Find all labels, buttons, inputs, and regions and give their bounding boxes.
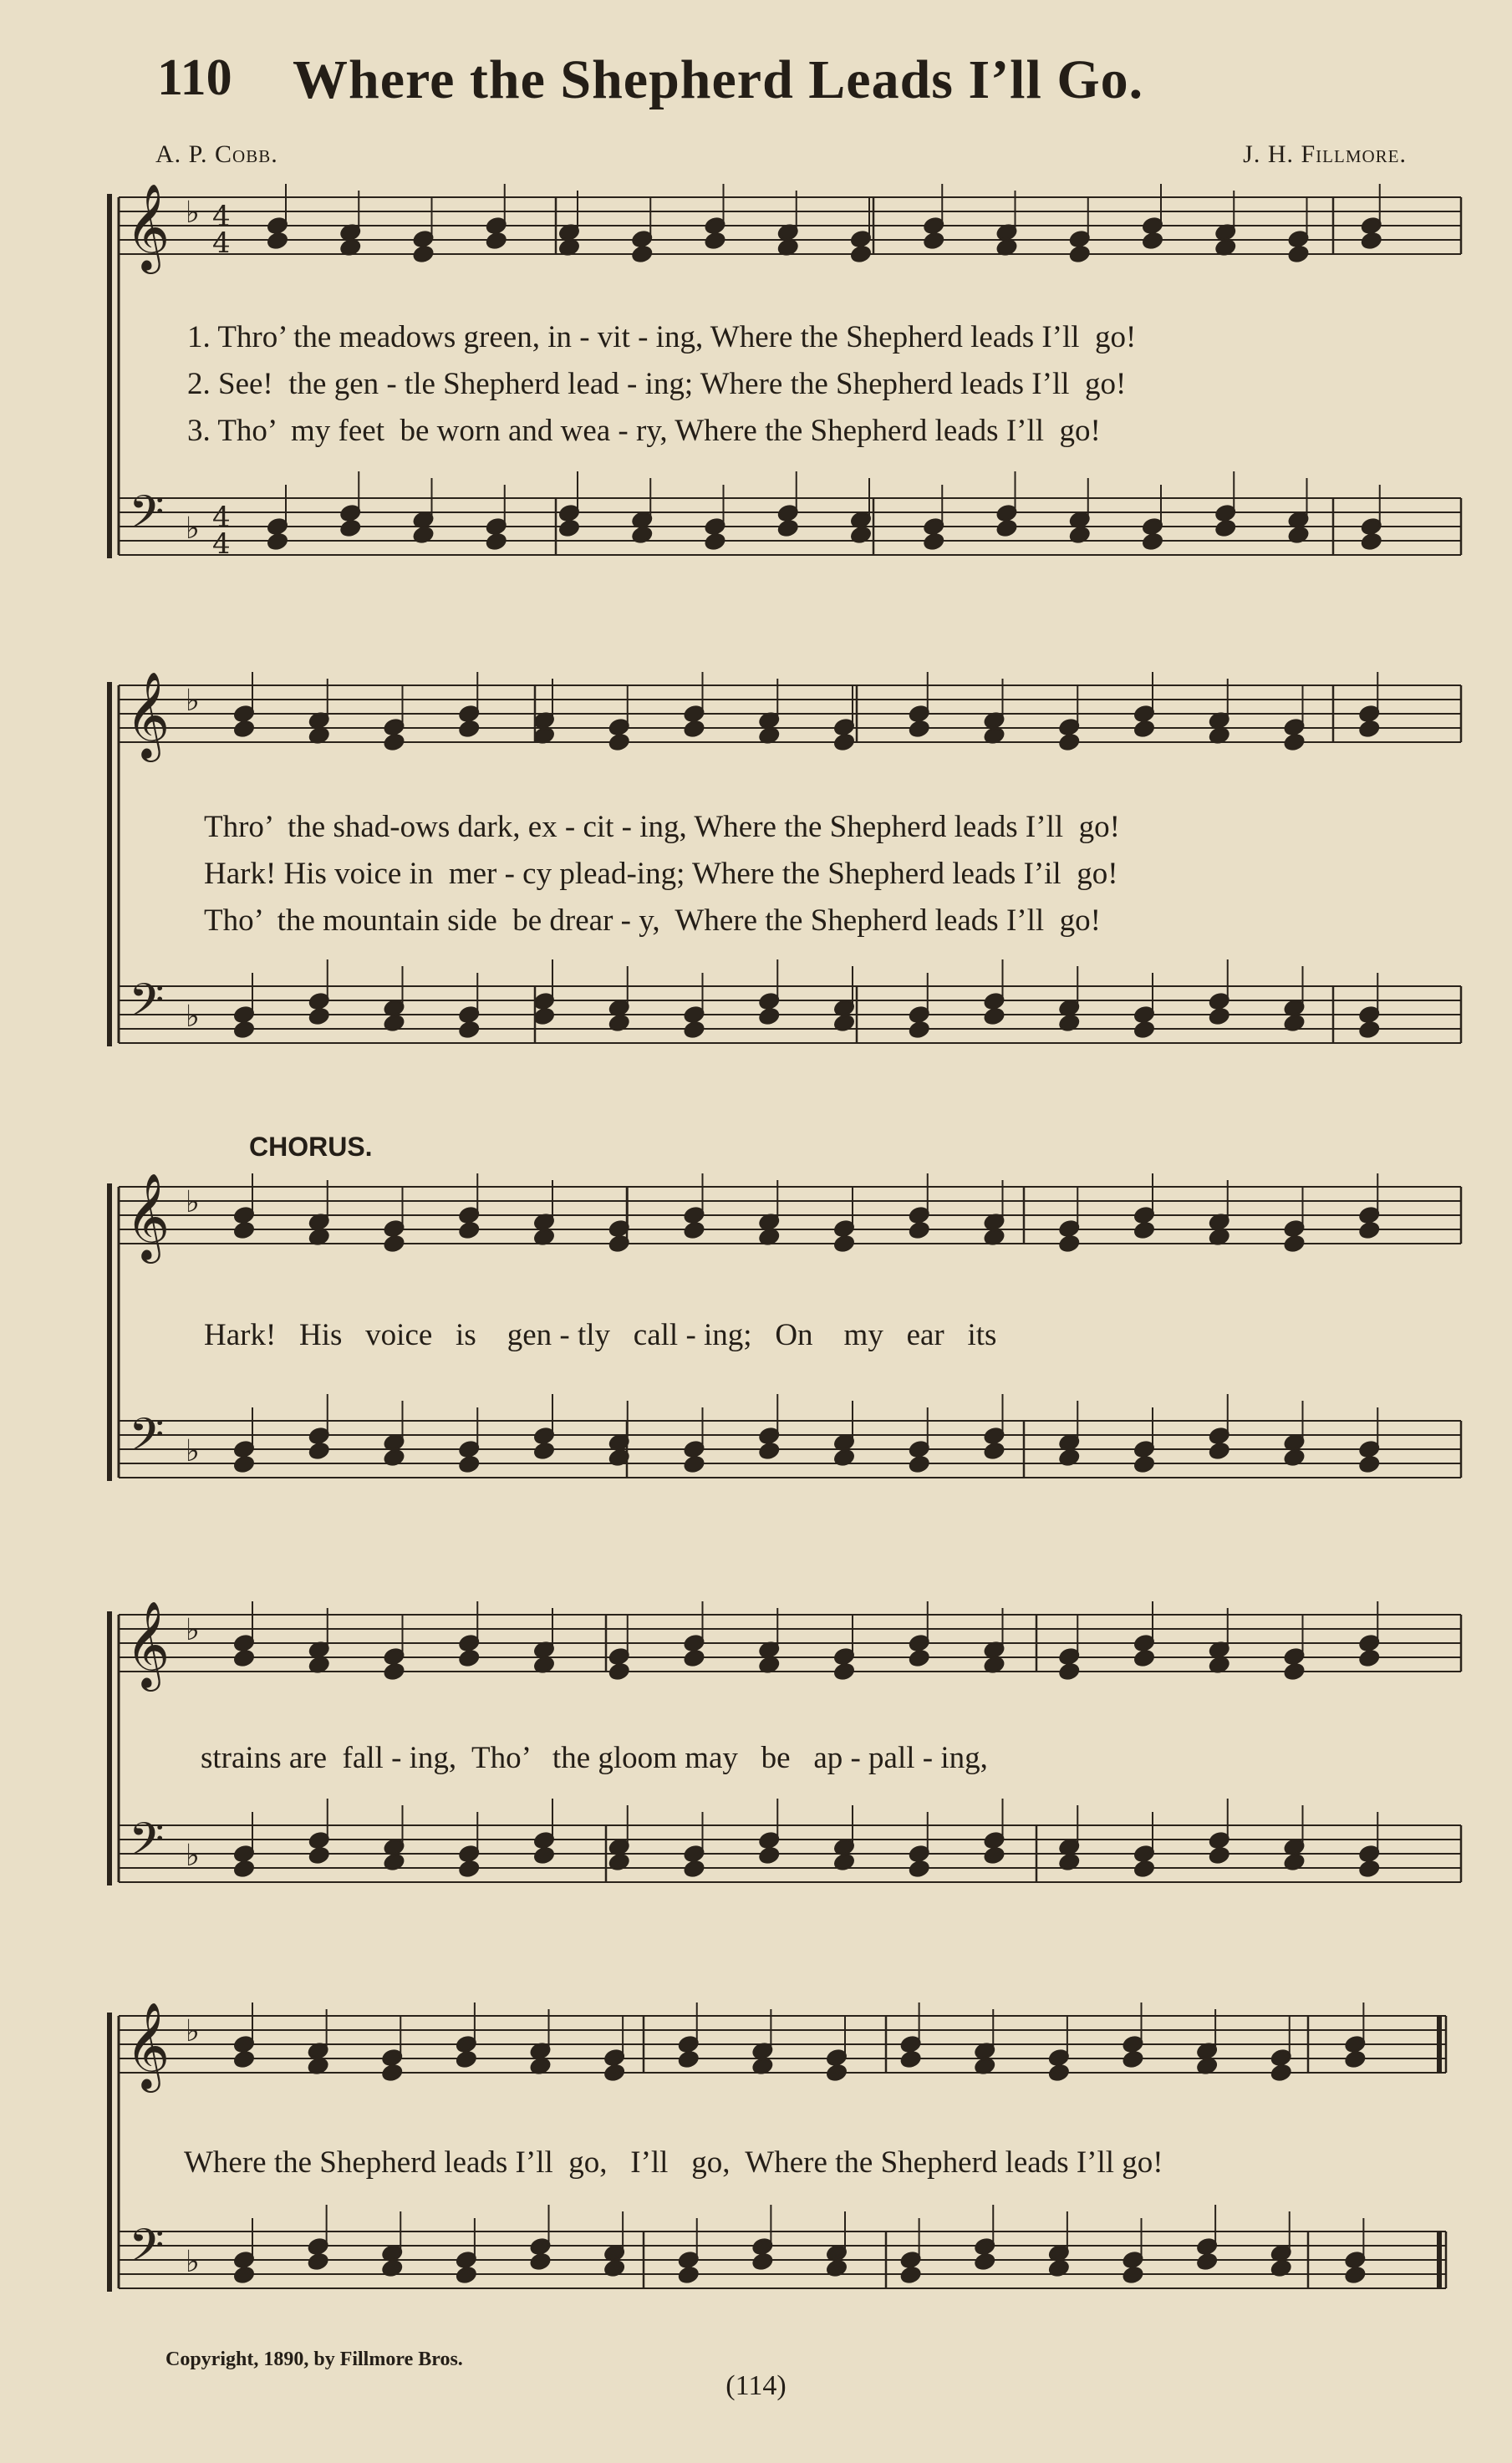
note-head [1122, 2050, 1143, 2069]
lyric-line: Tho’ the mountain side be drear - y, Where the Shepherd leads I’ll go! [204, 903, 1101, 938]
note-head [1358, 720, 1380, 739]
clef: 𝄞 [125, 1173, 171, 1260]
note-head [1142, 532, 1163, 552]
note-head [1209, 1846, 1230, 1865]
note-head [267, 532, 288, 552]
note-head [456, 2266, 477, 2285]
note-head [1122, 2266, 1143, 2285]
clef: 4 [212, 200, 231, 233]
note-head [983, 1846, 1005, 1865]
note-head [1196, 2252, 1218, 2272]
note-head [909, 720, 930, 739]
note-head [983, 1007, 1005, 1026]
note-head [458, 1455, 480, 1474]
note-head [909, 1649, 930, 1668]
note-head [1358, 1455, 1380, 1474]
note-head [308, 1846, 330, 1865]
system-brace [107, 2013, 112, 2292]
clef: 𝄢 [129, 1813, 165, 1877]
lyric-line: strains are fall - ing, Tho’ the gloom may be ap - pall - ing, [201, 1741, 988, 1775]
note-head [1133, 1860, 1155, 1879]
note-head [1344, 2266, 1366, 2285]
note-head [1358, 1221, 1380, 1240]
note-head [381, 2064, 403, 2083]
note-head [383, 1662, 405, 1682]
note-head [339, 519, 361, 538]
clef: 𝄢 [129, 1408, 165, 1473]
note-head [233, 2050, 255, 2069]
note-head [1358, 1860, 1380, 1879]
note-head [1361, 532, 1382, 552]
note-head [751, 2252, 773, 2272]
note-head [833, 1234, 855, 1254]
note-head [1048, 2064, 1070, 2083]
note-head [233, 720, 255, 739]
note-head [233, 1020, 255, 1040]
note-head [683, 1020, 705, 1040]
note-head [486, 232, 507, 251]
note-head [533, 1007, 555, 1026]
clef: ♭ [186, 2245, 200, 2279]
note-head [1133, 720, 1155, 739]
note-head [458, 1020, 480, 1040]
clef: 𝄞 [125, 183, 171, 271]
hymn-number: 110 [157, 49, 232, 106]
note-head [833, 1662, 855, 1682]
lyricist: A. P. Cobb. [155, 140, 278, 168]
hymn-title: Where the Shepherd Leads I’ll Go. [293, 49, 1144, 110]
note-head [923, 232, 944, 251]
note-head [1133, 1221, 1155, 1240]
note-head [758, 1007, 780, 1026]
note-head [458, 720, 480, 739]
note-head [1358, 1020, 1380, 1040]
note-head [308, 2252, 329, 2272]
system-brace [107, 1611, 112, 1885]
clef: 𝄞 [125, 1600, 171, 1688]
lyric-line: Where the Shepherd leads I’ll go, I’ll go, Where the Shepherd leads I’ll go! [184, 2145, 1163, 2180]
note-head [758, 1846, 780, 1865]
clef: 𝄢 [129, 974, 165, 1038]
note-head [678, 2050, 700, 2069]
note-head [983, 1442, 1005, 1461]
note-head [458, 1860, 480, 1879]
note-head [1058, 1662, 1080, 1682]
note-head [777, 519, 799, 538]
note-head [1358, 1649, 1380, 1668]
clef: ♭ [186, 196, 200, 230]
note-head [909, 1020, 930, 1040]
clef: 𝄢 [129, 2219, 165, 2283]
note-head [456, 2050, 477, 2069]
clef: 4 [212, 226, 231, 260]
clef: ♭ [186, 1434, 200, 1468]
clef: 4 [212, 501, 231, 534]
lyric-line: Thro’ the shad-ows dark, ex - cit - ing, Where the Shepherd leads I’ll go! [204, 810, 1120, 844]
note-head [1283, 1234, 1305, 1254]
note-head [909, 1860, 930, 1879]
note-head [833, 733, 855, 752]
note-head [308, 1007, 330, 1026]
note-head [704, 232, 725, 251]
clef: ♭ [186, 1000, 200, 1034]
note-head [683, 1455, 705, 1474]
note-head [533, 1846, 555, 1865]
note-head [1209, 1442, 1230, 1461]
note-head [1133, 1020, 1155, 1040]
note-head [308, 1442, 330, 1461]
lyric-line: 3. Tho’ my feet be worn and wea - ry, Where the Shepherd leads I’ll go! [187, 414, 1101, 448]
page-number: (114) [725, 2370, 787, 2401]
note-head [826, 2064, 848, 2083]
note-head [608, 733, 630, 752]
clef: ♭ [186, 1613, 200, 1647]
chorus-label: CHORUS. [249, 1132, 373, 1162]
note-head [758, 1442, 780, 1461]
note-head [923, 532, 944, 552]
note-head [631, 245, 653, 264]
note-head [1058, 733, 1080, 752]
note-head [533, 1442, 555, 1461]
note-head [383, 733, 405, 752]
composer: J. H. Fillmore. [1243, 140, 1407, 168]
clef: ♭ [186, 684, 200, 718]
note-head [1133, 1455, 1155, 1474]
note-head [1133, 1649, 1155, 1668]
note-head [233, 1649, 255, 1668]
clef: ♭ [186, 2014, 200, 2048]
note-head [267, 232, 288, 251]
clef: 𝄢 [129, 486, 165, 550]
note-head [995, 519, 1017, 538]
clef: 𝄞 [125, 671, 171, 759]
note-head [1209, 1007, 1230, 1026]
note-head [1214, 519, 1236, 538]
note-head [683, 1860, 705, 1879]
clef: 𝄞 [125, 2002, 171, 2089]
clef: 4 [212, 527, 231, 561]
system-brace [107, 682, 112, 1046]
note-head [603, 2064, 625, 2083]
note-head [900, 2266, 922, 2285]
clef: ♭ [186, 1185, 200, 1219]
note-head [683, 720, 705, 739]
note-head [486, 532, 507, 552]
note-head [683, 1221, 705, 1240]
note-head [608, 1662, 630, 1682]
clef: ♭ [186, 511, 200, 546]
note-head [909, 1221, 930, 1240]
note-head [974, 2252, 995, 2272]
lyric-line: Hark! His voice is gen - tly call - ing; On my ear its [204, 1318, 997, 1352]
note-head [412, 245, 434, 264]
note-head [233, 1860, 255, 1879]
note-head [704, 532, 725, 552]
note-head [1283, 1662, 1305, 1682]
note-head [1287, 245, 1309, 264]
note-head [678, 2266, 700, 2285]
note-head [1361, 232, 1382, 251]
note-head [1270, 2064, 1292, 2083]
system-brace [107, 194, 112, 558]
note-head [1069, 245, 1091, 264]
note-head [683, 1649, 705, 1668]
lyric-line: 1. Thro’ the meadows green, in - vit - ing, Where the Shepherd leads I’ll go! [187, 320, 1137, 354]
note-head [909, 1455, 930, 1474]
note-head [233, 1221, 255, 1240]
copyright-notice: Copyright, 1890, by Fillmore Bros. [165, 2349, 463, 2370]
note-head [233, 2266, 255, 2285]
note-head [850, 245, 872, 264]
note-head [900, 2050, 922, 2069]
note-head [1058, 1234, 1080, 1254]
note-head [1344, 2050, 1366, 2069]
note-head [1283, 733, 1305, 752]
lyric-line: 2. See! the gen - tle Shepherd lead - ing; Where the Shepherd leads I’ll go! [187, 367, 1127, 401]
system-brace [107, 1183, 112, 1481]
note-head [529, 2252, 551, 2272]
note-head [558, 519, 580, 538]
note-head [458, 1221, 480, 1240]
note-head [383, 1234, 405, 1254]
note-head [233, 1455, 255, 1474]
lyric-line: Hark! His voice in mer - cy plead-ing; Where the Shepherd leads I’il go! [204, 857, 1118, 891]
note-head [1142, 232, 1163, 251]
clef: ♭ [186, 1839, 200, 1873]
note-head [458, 1649, 480, 1668]
